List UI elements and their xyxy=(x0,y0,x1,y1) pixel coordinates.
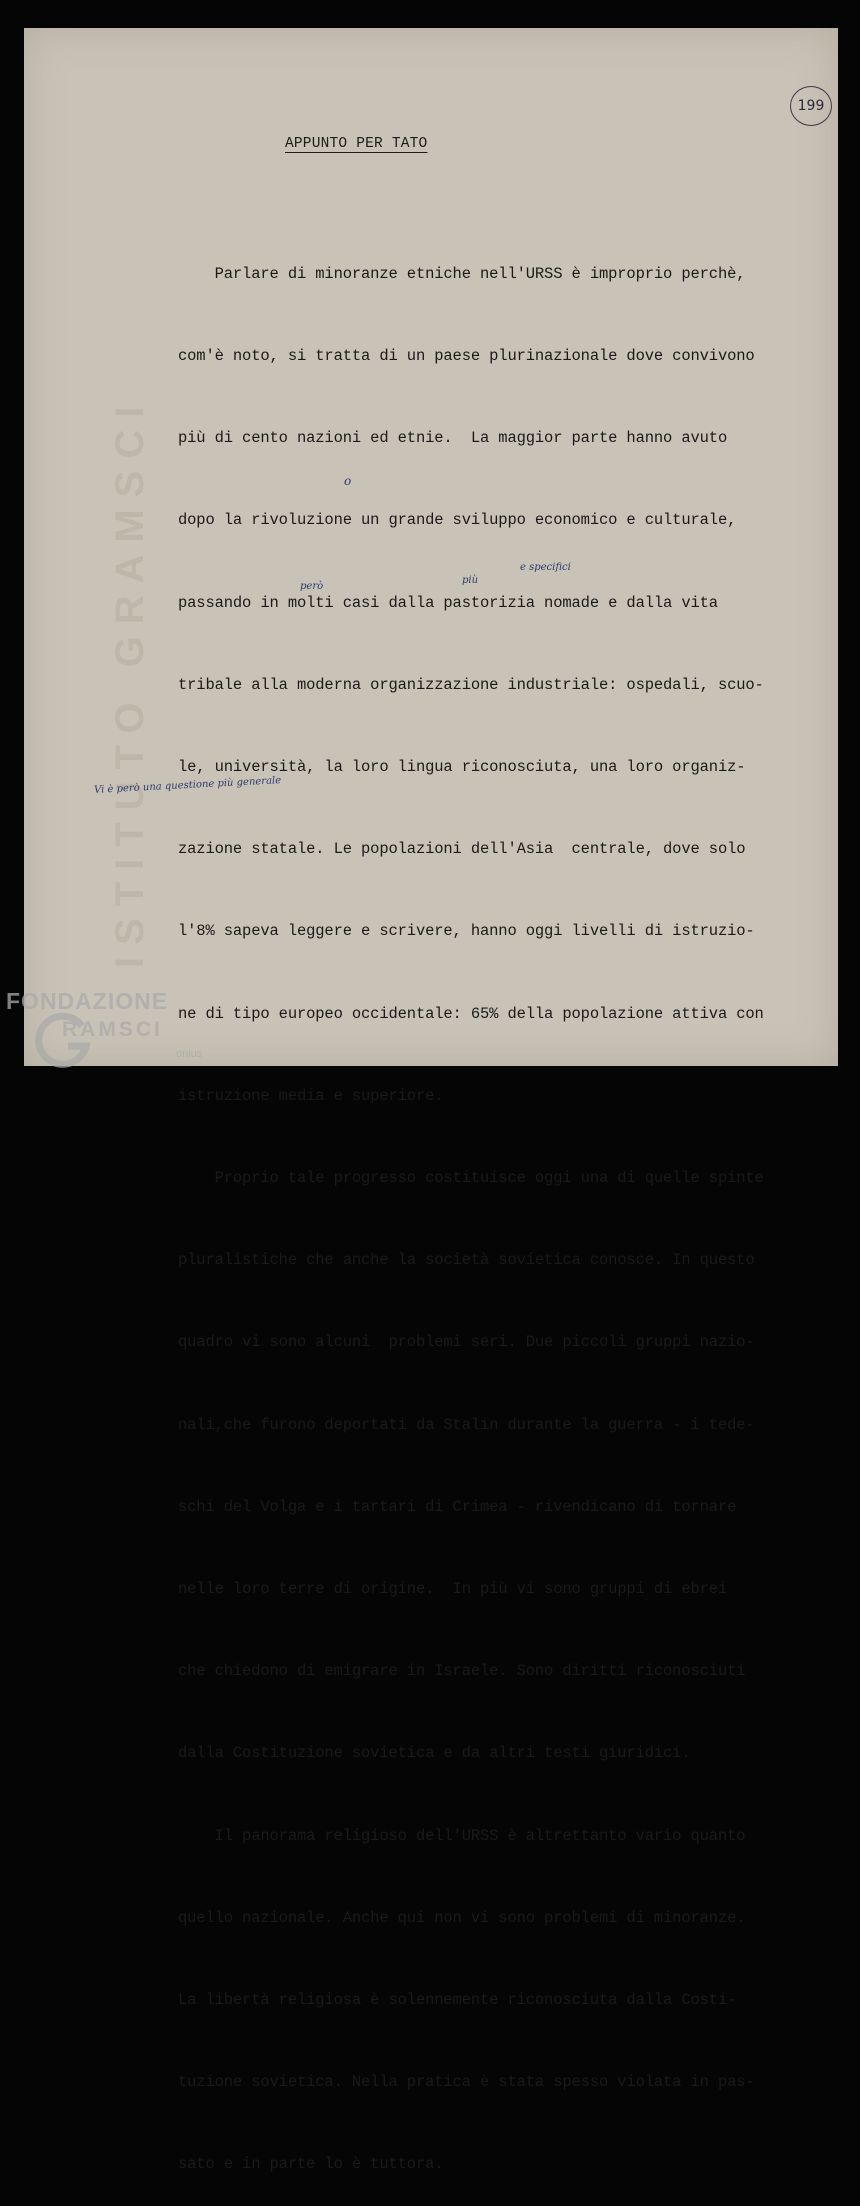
handwritten-o: o xyxy=(344,474,352,488)
watermark: ISTITUTO GRAMSCI xyxy=(108,394,152,968)
text-line: pluralistiche che anche la società sovietica conosce. In questo xyxy=(178,1251,755,1270)
text-line: La libertà religiosa è solennemente riconosciuta dalla Costi- xyxy=(178,1991,737,2010)
handwritten-specifici: e specifici xyxy=(520,562,571,573)
text-line: che chiedono di emigrare in Israele. Sono diritti riconosciuti xyxy=(178,1662,746,1681)
page-number-stamp: 199 xyxy=(790,86,832,126)
text-line: più di cento nazioni ed etnie. La maggior parte hanno avuto xyxy=(178,429,728,448)
text-line: tribale alla moderna organizzazione industriale: ospedali, scuo- xyxy=(178,675,764,694)
text-line: schi del Volga e i tartari di Crimea - rivendicano di tornare xyxy=(178,1497,737,1516)
page-title: APPUNTO PER TATO xyxy=(285,136,428,152)
text-line: ne di tipo europeo occidentale: 65% della popolazione attiva con xyxy=(178,1004,764,1023)
text-line: zazione statale. Le popolazioni dell'Asia centrale, dove solo xyxy=(178,840,746,859)
text-line: nelle loro terre di origine. In più vi sono gruppi di ebrei xyxy=(178,1580,728,1599)
text-line: quadro vi sono alcuni problemi seri. Due piccoli gruppi nazio- xyxy=(178,1333,755,1352)
text-line: dopo la rivoluzione un grande sviluppo economico e culturale, xyxy=(178,511,737,530)
logo-line-1: FONDAZIONE xyxy=(6,988,169,1014)
logo-line-3: onlus xyxy=(176,1048,203,1060)
text-line: nali,che furono deportati da Stalin durante la guerra - i tede- xyxy=(178,1415,755,1434)
text-line: sato e in parte lo è tuttora. xyxy=(178,2155,444,2174)
fondazione-gramsci-logo xyxy=(6,988,236,1074)
handwritten-pero: però xyxy=(300,581,324,592)
text-line: le, università, la loro lingua riconosciuta, una loro organiz- xyxy=(178,758,746,777)
logo-line-2: RAMSCI xyxy=(62,1018,163,1041)
handwritten-margin-note: Vi è però una questione più generale xyxy=(93,775,282,796)
text-line: Proprio tale progresso costituisce oggi una di quelle spinte xyxy=(178,1169,764,1188)
text-line: Parlare di minoranze etniche nell'URSS è improprio perchè, xyxy=(178,264,746,283)
typed-body xyxy=(178,206,808,2206)
text-line: l'8% sapeva leggere e scrivere, hanno oggi livelli di istruzio- xyxy=(178,922,755,941)
handwritten-piu: più xyxy=(462,575,479,586)
text-line: quello nazionale. Anche qui non vi sono problemi di minoranze. xyxy=(178,1908,746,1927)
text-line: passando in molti casi dalla pastorizia nomade e dalla vita xyxy=(178,593,718,612)
text-line: Il panorama religioso dell'URSS è altrettanto vario quanto xyxy=(178,1826,746,1845)
text-line: com'è noto, si tratta di un paese plurinazionale dove convivono xyxy=(178,347,755,366)
text-line: dalla Costituzione sovietica e da altri testi giuridici. xyxy=(178,1744,691,1763)
text-line: istruzione media e superiore. xyxy=(178,1086,444,1105)
text-line: tuzione sovietica. Nella pratica è stata spesso violata in pas- xyxy=(178,2073,755,2092)
